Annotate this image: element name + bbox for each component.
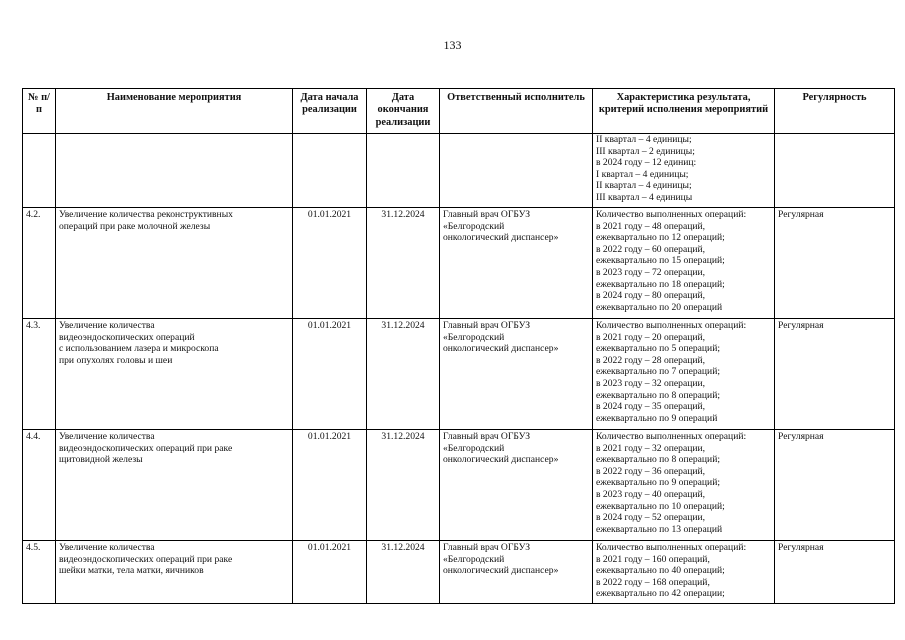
name-line: операций при раке молочной железы: [59, 220, 211, 232]
cell-name: [56, 319, 293, 430]
table-header-row: [23, 89, 895, 134]
executor-line: онкологический диспансер»: [443, 565, 559, 577]
result-line: в 2023 году – 40 операций,: [596, 488, 706, 500]
executor-line: Главный врач ОГБУЗ: [443, 431, 531, 442]
executor-line: онкологический диспансер»: [443, 232, 559, 244]
cell-num: 4.3.: [23, 319, 56, 430]
cell-executor: [440, 430, 593, 541]
cell-name: [56, 541, 293, 604]
executor-line: «Белгородский: [443, 220, 505, 232]
table-row: [23, 208, 895, 319]
table-row: [23, 541, 895, 604]
header-result: Характеристика результата, критерий исполнения мероприятий: [593, 89, 775, 134]
cell-num: [23, 134, 56, 208]
name-line: видеоэндоскопических операций при раке: [59, 553, 233, 565]
cell-end: 31.12.2024: [367, 541, 440, 604]
result-line: в 2024 году – 80 операций,: [596, 290, 706, 302]
name-line: видеоэндоскопических операций при раке: [59, 442, 233, 454]
header-end-date: Дата окончания реализации: [367, 89, 440, 134]
cell-executor: [440, 541, 593, 604]
result-line: в 2021 году – 20 операций,: [596, 331, 706, 343]
result-line: в 2022 году – 28 операций,: [596, 354, 706, 366]
executor-line: «Белгородский: [443, 553, 505, 565]
cell-end: 31.12.2024: [367, 208, 440, 319]
name-line: при опухолях головы и шеи: [59, 354, 173, 366]
table-row: [23, 319, 895, 430]
cell-start: 01.01.2021: [293, 208, 367, 319]
result-line: в 2023 году – 72 операции,: [596, 266, 706, 278]
cell-regularity: Регулярная: [775, 208, 895, 319]
result-line: ежеквартально по 5 операций;: [596, 343, 720, 355]
executor-line: «Белгородский: [443, 331, 505, 343]
cell-num: 4.5.: [23, 541, 56, 604]
result-line: в 2024 году – 12 единиц:: [596, 157, 697, 169]
result-line: в 2024 году – 35 операций,: [596, 401, 706, 413]
cell-result: [593, 208, 775, 319]
cell-executor: [440, 134, 593, 208]
result-line: в 2024 году – 52 операции,: [596, 512, 706, 524]
cell-executor: [440, 208, 593, 319]
cell-result: [593, 541, 775, 604]
result-line: ежеквартально по 40 операций;: [596, 565, 725, 577]
result-line: ежеквартально по 8 операций;: [596, 389, 720, 401]
cell-start: [293, 134, 367, 208]
name-line: Увеличение количества: [59, 320, 155, 331]
executor-line: онкологический диспансер»: [443, 454, 559, 466]
table-row-continuation: [23, 134, 895, 208]
cell-result: [593, 430, 775, 541]
table-row: [23, 430, 895, 541]
cell-executor: [440, 319, 593, 430]
result-line: ежеквартально по 8 операций;: [596, 454, 720, 466]
result-line: в 2022 году – 60 операций,: [596, 243, 706, 255]
name-line: с использованием лазера и микроскопа: [59, 343, 219, 355]
result-line: в 2022 году – 36 операций,: [596, 465, 706, 477]
result-line: Количество выполненных операций:: [596, 209, 747, 220]
result-line: Количество выполненных операций:: [596, 431, 747, 442]
executor-line: онкологический диспансер»: [443, 343, 559, 355]
executor-line: Главный врач ОГБУЗ: [443, 320, 531, 331]
cell-name: [56, 208, 293, 319]
cell-num: 4.2.: [23, 208, 56, 319]
cell-end: 31.12.2024: [367, 430, 440, 541]
result-line: в 2021 году – 48 операций,: [596, 220, 706, 232]
result-line: в 2023 году – 32 операции,: [596, 377, 706, 389]
executor-line: Главный врач ОГБУЗ: [443, 209, 531, 220]
result-line: ежеквартально по 15 операций;: [596, 255, 725, 267]
result-line: в 2021 году – 32 операции,: [596, 442, 706, 454]
executor-line: «Белгородский: [443, 442, 505, 454]
cell-regularity: Регулярная: [775, 319, 895, 430]
cell-regularity: [775, 134, 895, 208]
result-line: ежеквартально по 12 операций;: [596, 232, 725, 244]
result-line: III квартал – 4 единицы: [596, 191, 693, 203]
cell-regularity: Регулярная: [775, 430, 895, 541]
header-executor: Ответственный исполнитель: [440, 89, 593, 134]
header-name: Наименование мероприятия: [56, 89, 293, 134]
name-line: Увеличение количества: [59, 542, 155, 553]
cell-end: 31.12.2024: [367, 319, 440, 430]
result-line: Количество выполненных операций:: [596, 320, 747, 331]
page-number: 133: [443, 38, 462, 52]
cell-num: 4.4.: [23, 430, 56, 541]
result-line: ежеквартально по 42 операции;: [596, 588, 725, 600]
result-line: ежеквартально по 9 операций: [596, 412, 718, 424]
result-line: ежеквартально по 10 операций;: [596, 500, 725, 512]
name-line: щитовидной железы: [59, 454, 143, 466]
name-line: шейки матки, тела матки, яичников: [59, 565, 204, 577]
result-line: ежеквартально по 13 операций: [596, 523, 723, 535]
header-regularity: Регулярность: [775, 89, 895, 134]
activities-table: [22, 88, 895, 604]
cell-start: 01.01.2021: [293, 319, 367, 430]
cell-end: [367, 134, 440, 208]
name-line: Увеличение количества реконструктивных: [59, 209, 233, 220]
result-line: в 2021 году – 160 операций,: [596, 553, 710, 565]
header-start-date: Дата начала реализации: [293, 89, 367, 134]
result-line: ежеквартально по 9 операций;: [596, 477, 720, 489]
result-line: Количество выполненных операций:: [596, 542, 747, 553]
result-line: II квартал – 4 единицы;: [596, 180, 692, 192]
name-line: Увеличение количества: [59, 431, 155, 442]
cell-result: [593, 134, 775, 208]
result-line: в 2022 году – 168 операций,: [596, 576, 710, 588]
result-line: ежеквартально по 20 операций: [596, 301, 723, 313]
name-line: видеоэндоскопических операций: [59, 331, 195, 343]
cell-start: 01.01.2021: [293, 430, 367, 541]
cell-result: [593, 319, 775, 430]
result-line: III квартал – 2 единицы;: [596, 145, 695, 157]
header-num: № п/п: [23, 89, 56, 134]
result-line: I квартал – 4 единицы;: [596, 168, 689, 180]
cell-regularity: Регулярная: [775, 541, 895, 604]
result-line: ежеквартально по 18 операций;: [596, 278, 725, 290]
result-line: II квартал – 4 единицы;: [596, 134, 692, 145]
cell-name: [56, 430, 293, 541]
cell-start: 01.01.2021: [293, 541, 367, 604]
cell-name: [56, 134, 293, 208]
executor-line: Главный врач ОГБУЗ: [443, 542, 531, 553]
result-line: ежеквартально по 7 операций;: [596, 366, 720, 378]
